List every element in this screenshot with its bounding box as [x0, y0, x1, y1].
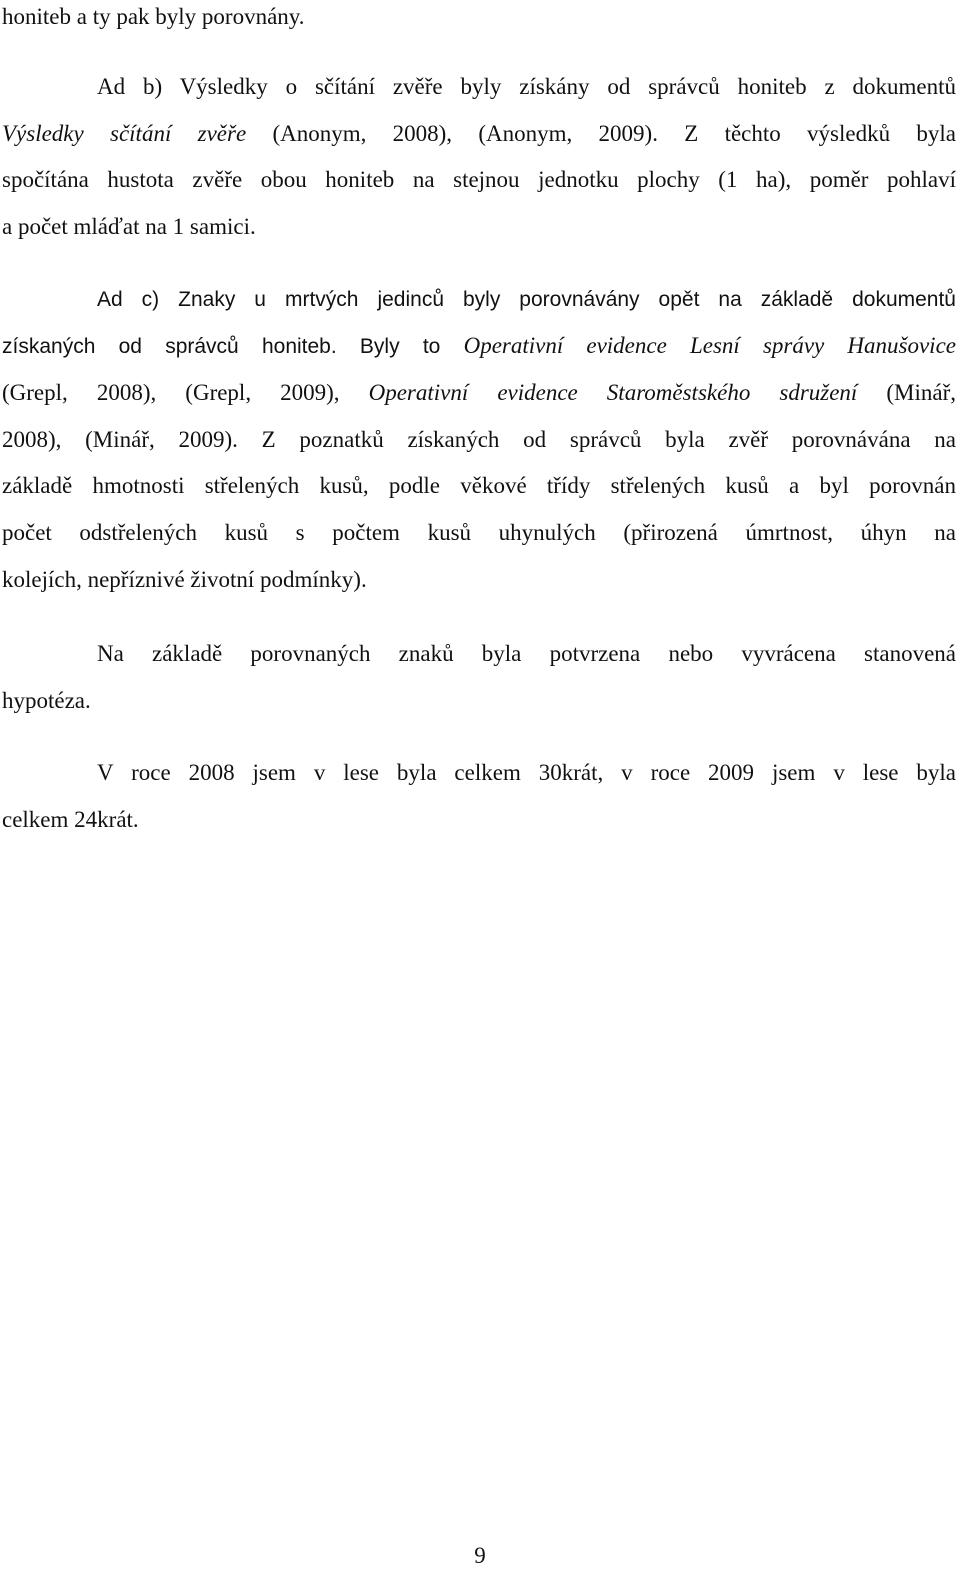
- text-run: základě hmotnosti střelených kusů, podle věkové třídy střelených kusů a byl porovnán: [2, 473, 956, 498]
- text-run: Ad c) Znaky u mrtvých jedinců byly porovnávány opět na základě dokumentů: [97, 288, 956, 311]
- text-run: a počet mláďat na 1 samici.: [2, 214, 256, 239]
- text-run: (Minář,: [857, 380, 957, 405]
- text-run: V roce 2008 jsem v lese byla celkem 30krát, v roce 2009 jsem v lese byla: [97, 760, 956, 785]
- text-line: [2, 471, 956, 501]
- text-run: Na základě porovnaných znaků byla potvrzena nebo vyvrácena stanovená: [97, 641, 956, 666]
- text-line: [2, 686, 956, 716]
- text-line: [2, 165, 956, 195]
- text-run: (Grepl, 2008), (Grepl, 2009),: [2, 380, 369, 405]
- text-run: hypotéza.: [2, 688, 91, 713]
- text-line: [97, 72, 956, 102]
- text-line: [97, 639, 956, 669]
- italic-title: Operativní evidence Staroměstského sdružení: [368, 380, 858, 405]
- text-line: [2, 425, 956, 455]
- text-run: Ad b) Výsledky o sčítání zvěře byly získány od správců honiteb z dokumentů: [97, 74, 956, 99]
- text-line: [2, 119, 956, 149]
- text-line: [2, 2, 956, 32]
- text-line: [2, 212, 956, 242]
- text-line: [2, 518, 956, 548]
- text-run: (Anonym, 2008), (Anonym, 2009). Z těchto výsledků byla: [246, 121, 956, 146]
- page-number: 9: [474, 1543, 486, 1568]
- text-run: 2008), (Minář, 2009). Z poznatků získaných od správců byla zvěř porovnávána na: [2, 427, 956, 452]
- text-line: [2, 565, 956, 595]
- text-run: celkem 24krát.: [2, 807, 139, 832]
- italic-title: Operativní evidence Lesní správy Hanušovice: [463, 333, 956, 358]
- text-line: [2, 805, 956, 835]
- text-line: [2, 331, 956, 361]
- text-line: [97, 285, 956, 315]
- text-line: [97, 758, 956, 788]
- text-run: získaných od správců honiteb. Byly to: [2, 335, 464, 358]
- text-run: honiteb a ty pak byly porovnány.: [2, 4, 305, 29]
- text-line: [2, 378, 956, 408]
- text-run: počet odstřelených kusů s počtem kusů uhynulých (přirozená úmrtnost, úhyn na: [2, 520, 956, 545]
- italic-title: Výsledky sčítání zvěře: [2, 121, 247, 146]
- text-run: kolejích, nepříznivé životní podmínky).: [2, 567, 367, 592]
- text-run: spočítána hustota zvěře obou honiteb na stejnou jednotku plochy (1 ha), poměr pohlaví: [2, 167, 956, 192]
